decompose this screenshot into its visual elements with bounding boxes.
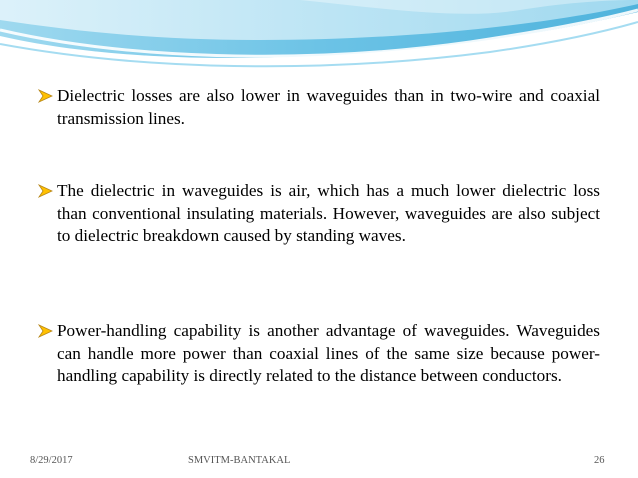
bullet-arrow-icon [38,88,54,104]
footer-page-number: 26 [594,455,605,466]
bullet-text: The dielectric in waveguides is air, which has a much lower dielectric loss than conventional insulating materials. However, waveguides are also subject to dielectric breakdown caused by standing waves. [57,181,600,246]
bullet-arrow-icon [38,183,54,199]
footer-date: 8/29/2017 [30,455,73,466]
bullet-text: Power-handling capability is another advantage of waveguides. Waveguides can handle more power than coaxial lines of the same size because power-handling capability is directly related to the distance between conductors. [57,321,600,386]
bullet-item [38,180,600,248]
bullet-text: Dielectric losses are also lower in waveguides than in two-wire and coaxial transmission lines. [57,86,600,128]
bullet-arrow-icon [38,323,54,339]
header-wave-decoration [0,0,638,80]
bullet-item [38,320,600,388]
footer-institution: SMVITM-BANTAKAL [188,455,291,466]
bullet-item [38,85,600,130]
